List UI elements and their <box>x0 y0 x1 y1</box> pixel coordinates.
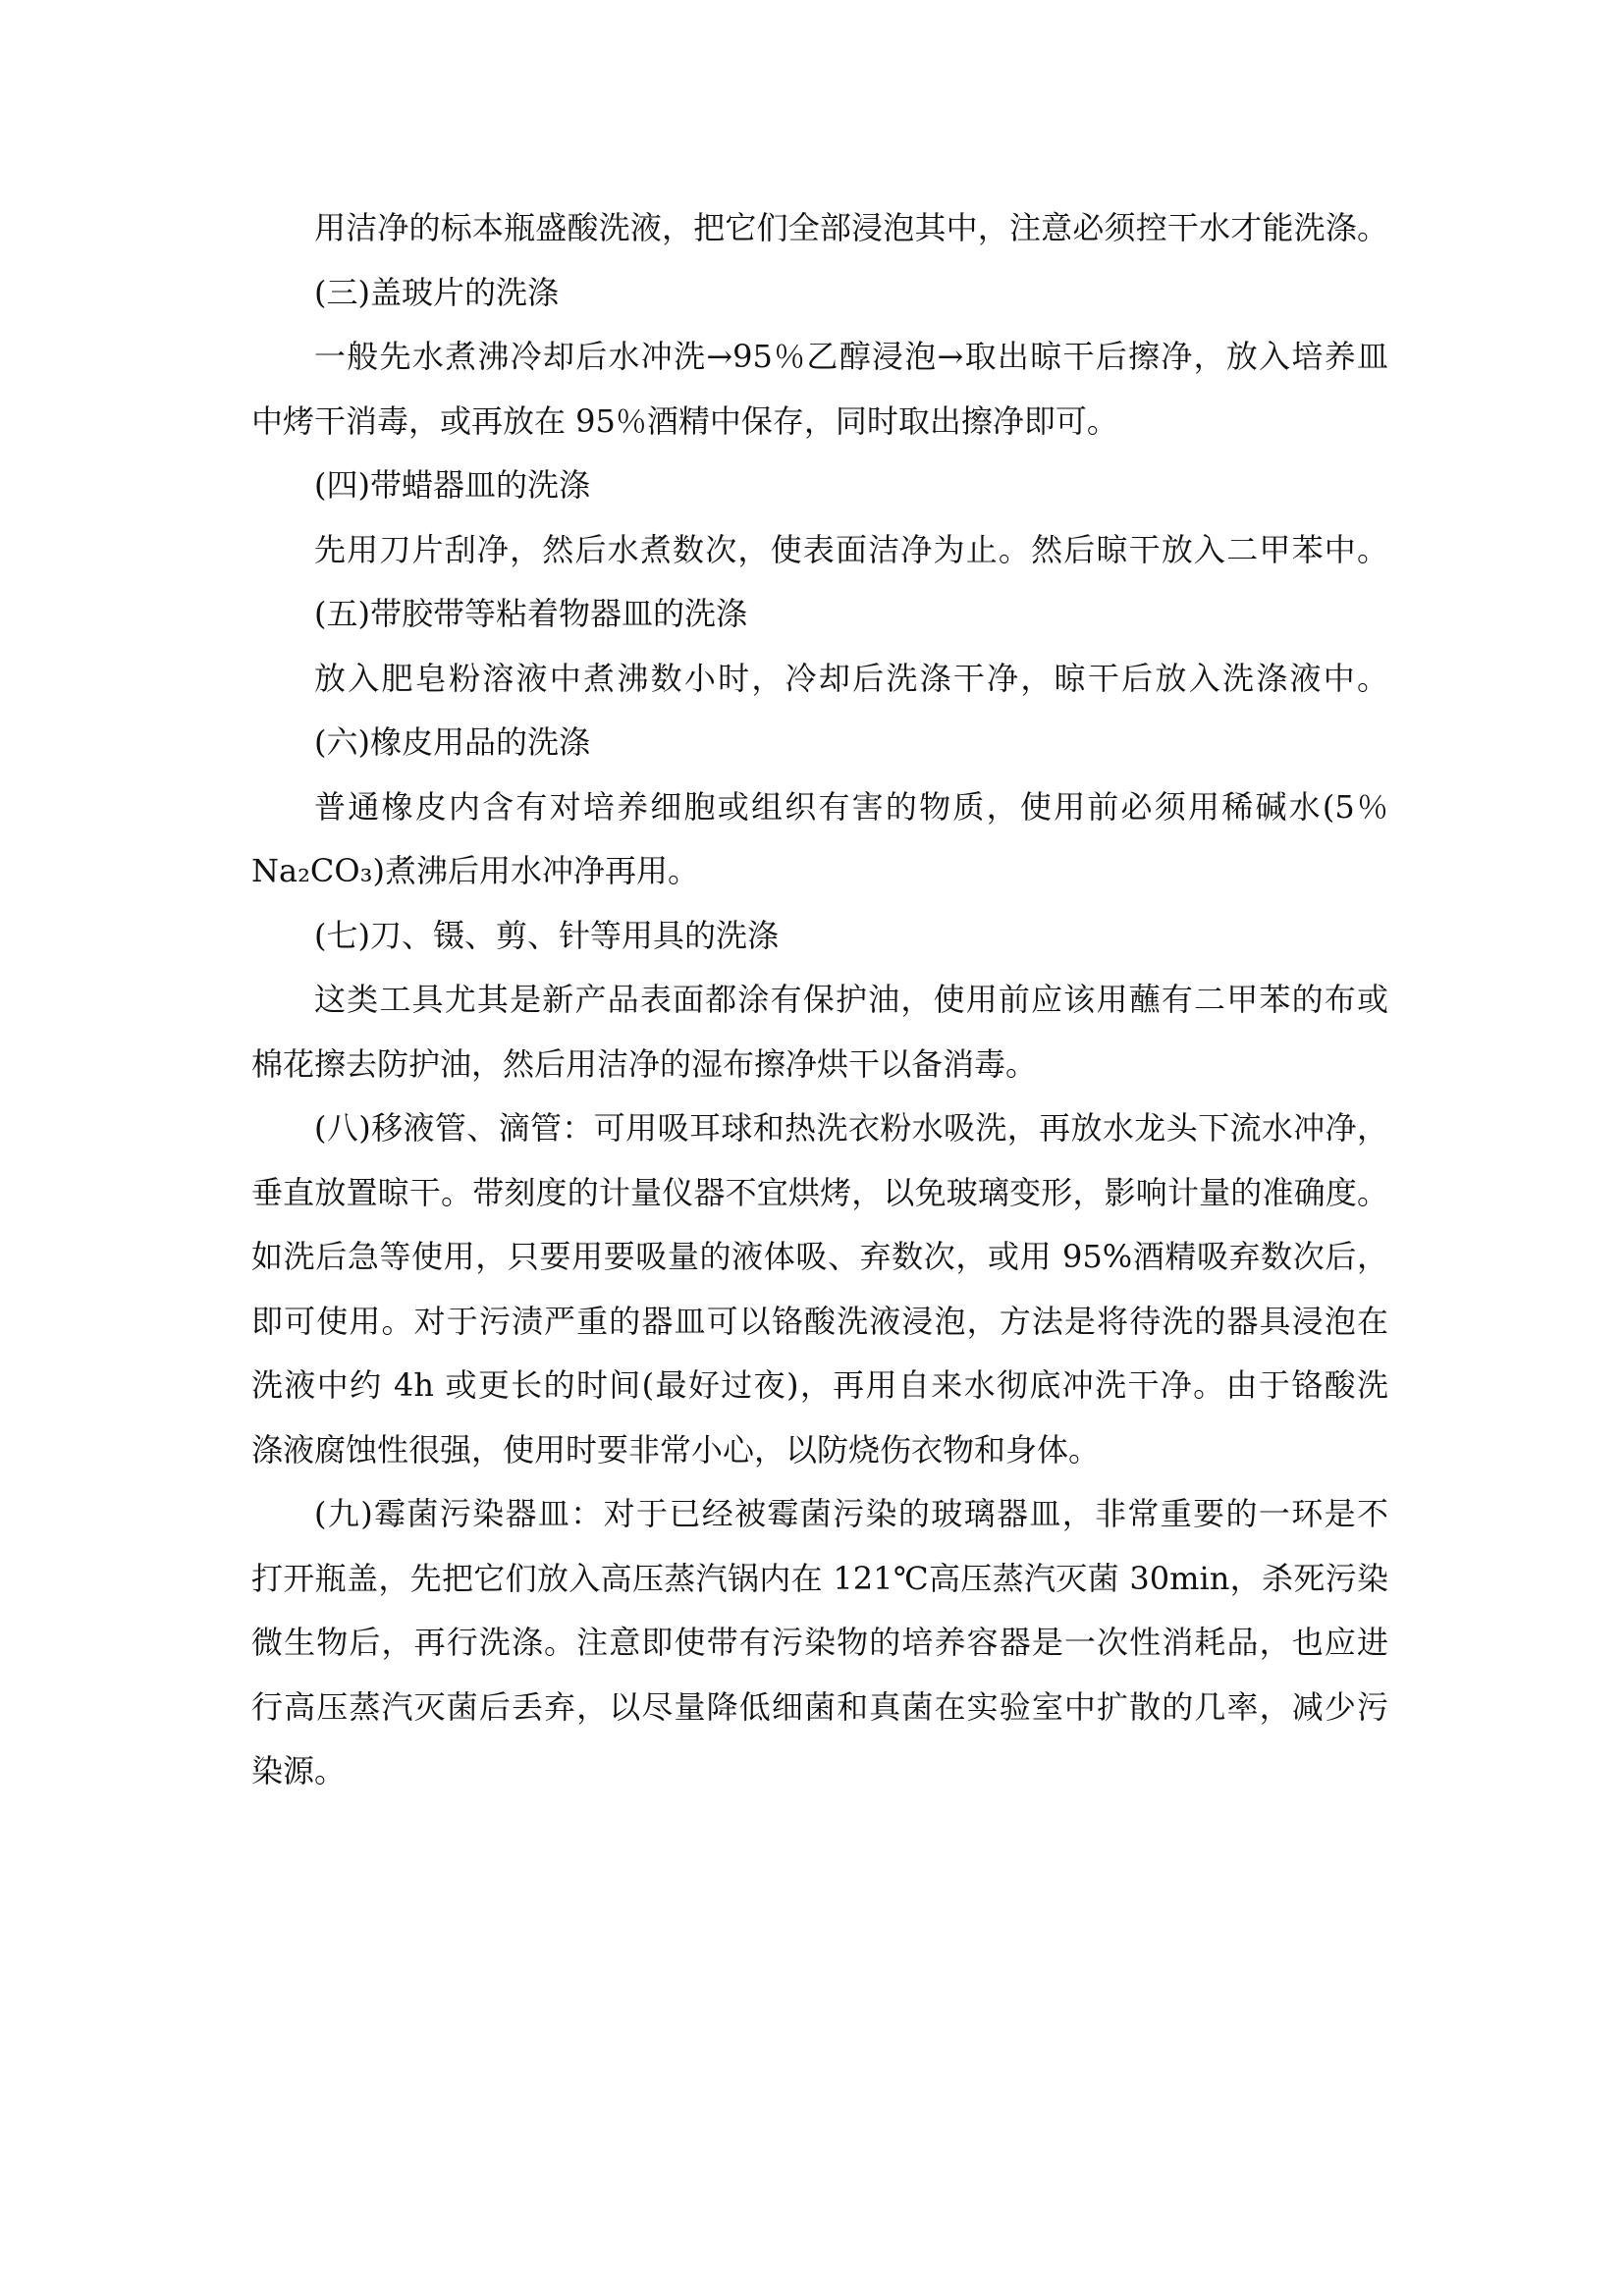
text-line: 打开瓶盖，先把它们放入高压蒸汽锅内在 121℃高压蒸汽灭菌 30min，杀死污染 <box>251 1559 1388 1597</box>
text-line: 即可使用。对于污渍严重的器皿可以铬酸洗液浸泡，方法是将待洗的器具浸泡在 <box>251 1302 1388 1340</box>
document-page <box>251 196 1388 1804</box>
text-line: (七)刀、镊、剪、针等用具的洗涤 <box>314 916 779 954</box>
text-line: (九)霉菌污染器皿：对于已经被霉菌污染的玻璃器皿，非常重要的一环是不 <box>314 1495 1388 1532</box>
text-line: (八)移液管、滴管：可用吸耳球和热洗衣粉水吸洗，再放水龙头下流水冲净， <box>314 1109 1388 1147</box>
text-line: (六)橡皮用品的洗涤 <box>314 723 590 761</box>
text-line: 一般先水煮沸冷却后水冲洗→95％乙醇浸泡→取出晾干后擦净，放入培养皿 <box>314 338 1388 375</box>
text-line: 放入肥皂粉溶液中煮沸数小时，冷却后洗涤干净，晾干后放入洗涤液中。 <box>314 659 1388 697</box>
text-line: (五)带胶带等粘着物器皿的洗涤 <box>314 595 747 632</box>
text-line: 普通橡皮内含有对培养细胞或组织有害的物质，使用前必须用稀碱水(5％ <box>314 787 1388 826</box>
text-line: Na₂CO₃)煮沸后用水冲净再用。 <box>251 852 699 889</box>
text-line: (三)盖玻片的洗涤 <box>314 273 559 311</box>
text-line: 先用刀片刮净，然后水煮数次，使表面洁净为止。然后晾干放入二甲苯中。 <box>314 530 1388 568</box>
text-line: 行高压蒸汽灭菌后丢弃，以尽量降低细菌和真菌在实验室中扩散的几率，减少污 <box>251 1687 1388 1726</box>
text-line: 这类工具尤其是新产品表面都涂有保护油，使用前应该用蘸有二甲苯的布或 <box>314 981 1388 1018</box>
text-line: 中烤干消毒，或再放在 95％酒精中保存，同时取出擦净即可。 <box>251 401 1118 440</box>
text-line: 垂直放置晾干。带刻度的计量仪器不宜烘烤，以免玻璃变形，影响计量的准确度。 <box>251 1173 1388 1211</box>
text-line: 如洗后急等使用，只要用要吸量的液体吸、弃数次，或用 95%酒精吸弃数次后， <box>251 1238 1388 1275</box>
text-line: 涤液腐蚀性很强，使用时要非常小心，以防烧伤衣物和身体。 <box>251 1430 1101 1468</box>
text-line: 染源。 <box>251 1752 347 1789</box>
text-line: 洗液中约 4h 或更长的时间(最好过夜)，再用自来水彻底冲洗干净。由于铬酸洗 <box>251 1366 1388 1404</box>
text-line: 微生物后，再行洗涤。注意即使带有污染物的培养容器是一次性消耗品，也应进 <box>251 1624 1388 1661</box>
text-line: 棉花擦去防护油，然后用洁净的湿布擦净烘干以备消毒。 <box>251 1044 1038 1083</box>
text-line: 用洁净的标本瓶盛酸洗液，把它们全部浸泡其中，注意必须控干水才能洗涤。 <box>314 209 1388 246</box>
text-line: (四)带蜡器皿的洗涤 <box>314 466 590 504</box>
